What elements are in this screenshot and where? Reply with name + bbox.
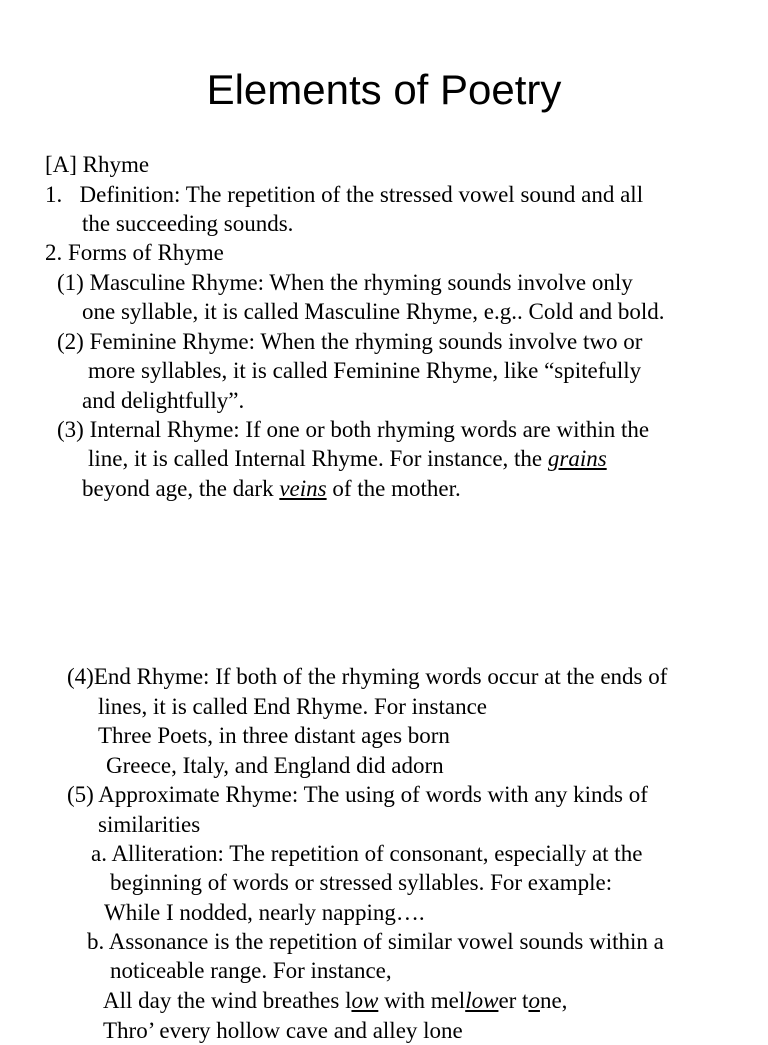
masculine-rhyme-line-2: one syllable, it is called Masculine Rhyme, e.g.. Cold and bold. <box>82 299 665 324</box>
underlined-syllable-ow: ow <box>351 988 379 1013</box>
end-rhyme-line-2: lines, it is called End Rhyme. For instance <box>98 694 488 719</box>
alliteration-line-1: a. Alliteration: The repetition of consonant, especially at the <box>91 841 643 866</box>
internal-rhyme-example-start: beyond age, the dark <box>82 476 280 501</box>
alliteration-example: While I nodded, nearly napping…. <box>104 900 425 925</box>
internal-rhyme-line-3 <box>82 474 461 503</box>
assonance-example-line-1 <box>103 986 567 1015</box>
feminine-rhyme-line-3: and delightfully”. <box>82 388 245 413</box>
definition-line-1: 1. Definition: The repetition of the stressed vowel sound and all <box>45 182 644 207</box>
internal-rhyme-line-2 <box>88 444 607 473</box>
assonance-text-a: All day the wind breathes l <box>103 988 352 1013</box>
underlined-letter-o: o <box>528 988 540 1013</box>
assonance-example-line-2: Thro’ every hollow cave and alley lone <box>103 1018 463 1043</box>
assonance-line-2: noticeable range. For instance, <box>110 958 392 983</box>
end-rhyme-example-line-1: Three Poets, in three distant ages born <box>98 723 450 748</box>
underlined-syllable-low: low <box>465 988 499 1013</box>
assonance-text-b: with mel <box>378 988 466 1013</box>
underlined-word-grains: grains <box>547 446 607 471</box>
assonance-text-d: ne, <box>539 988 568 1013</box>
end-rhyme-example-line-2: Greece, Italy, and England did adorn <box>106 753 444 778</box>
section-heading-rhyme: [A] Rhyme <box>45 152 150 177</box>
feminine-rhyme-line-1: (2) Feminine Rhyme: When the rhyming sounds involve two or <box>57 329 643 354</box>
assonance-text-c: er t <box>498 988 529 1013</box>
end-rhyme-line-1: (4)End Rhyme: If both of the rhyming words occur at the ends of <box>67 664 668 689</box>
slide-title: Elements of Poetry <box>206 66 562 113</box>
internal-rhyme-line-1: (3) Internal Rhyme: If one or both rhyming words are within the <box>57 417 650 442</box>
underlined-word-veins: veins <box>279 476 327 501</box>
internal-rhyme-text: line, it is called Internal Rhyme. For instance, the <box>88 446 548 471</box>
forms-of-rhyme-heading: 2. Forms of Rhyme <box>45 240 224 265</box>
alliteration-line-2: beginning of words or stressed syllables. For example: <box>110 870 613 895</box>
definition-line-2: the succeeding sounds. <box>82 211 294 236</box>
slide-rhyme-continued <box>0 655 768 1043</box>
approximate-rhyme-line-2: similarities <box>98 812 201 837</box>
approximate-rhyme-line-1: (5) Approximate Rhyme: The using of words with any kinds of <box>67 782 648 807</box>
internal-rhyme-example-end: of the mother. <box>326 476 461 501</box>
masculine-rhyme-line-1: (1) Masculine Rhyme: When the rhyming sounds involve only <box>57 270 633 295</box>
feminine-rhyme-line-2: more syllables, it is called Feminine Rhyme, like “spitefully <box>88 358 642 383</box>
assonance-line-1: b. Assonance is the repetition of similar vowel sounds within a <box>87 929 664 954</box>
